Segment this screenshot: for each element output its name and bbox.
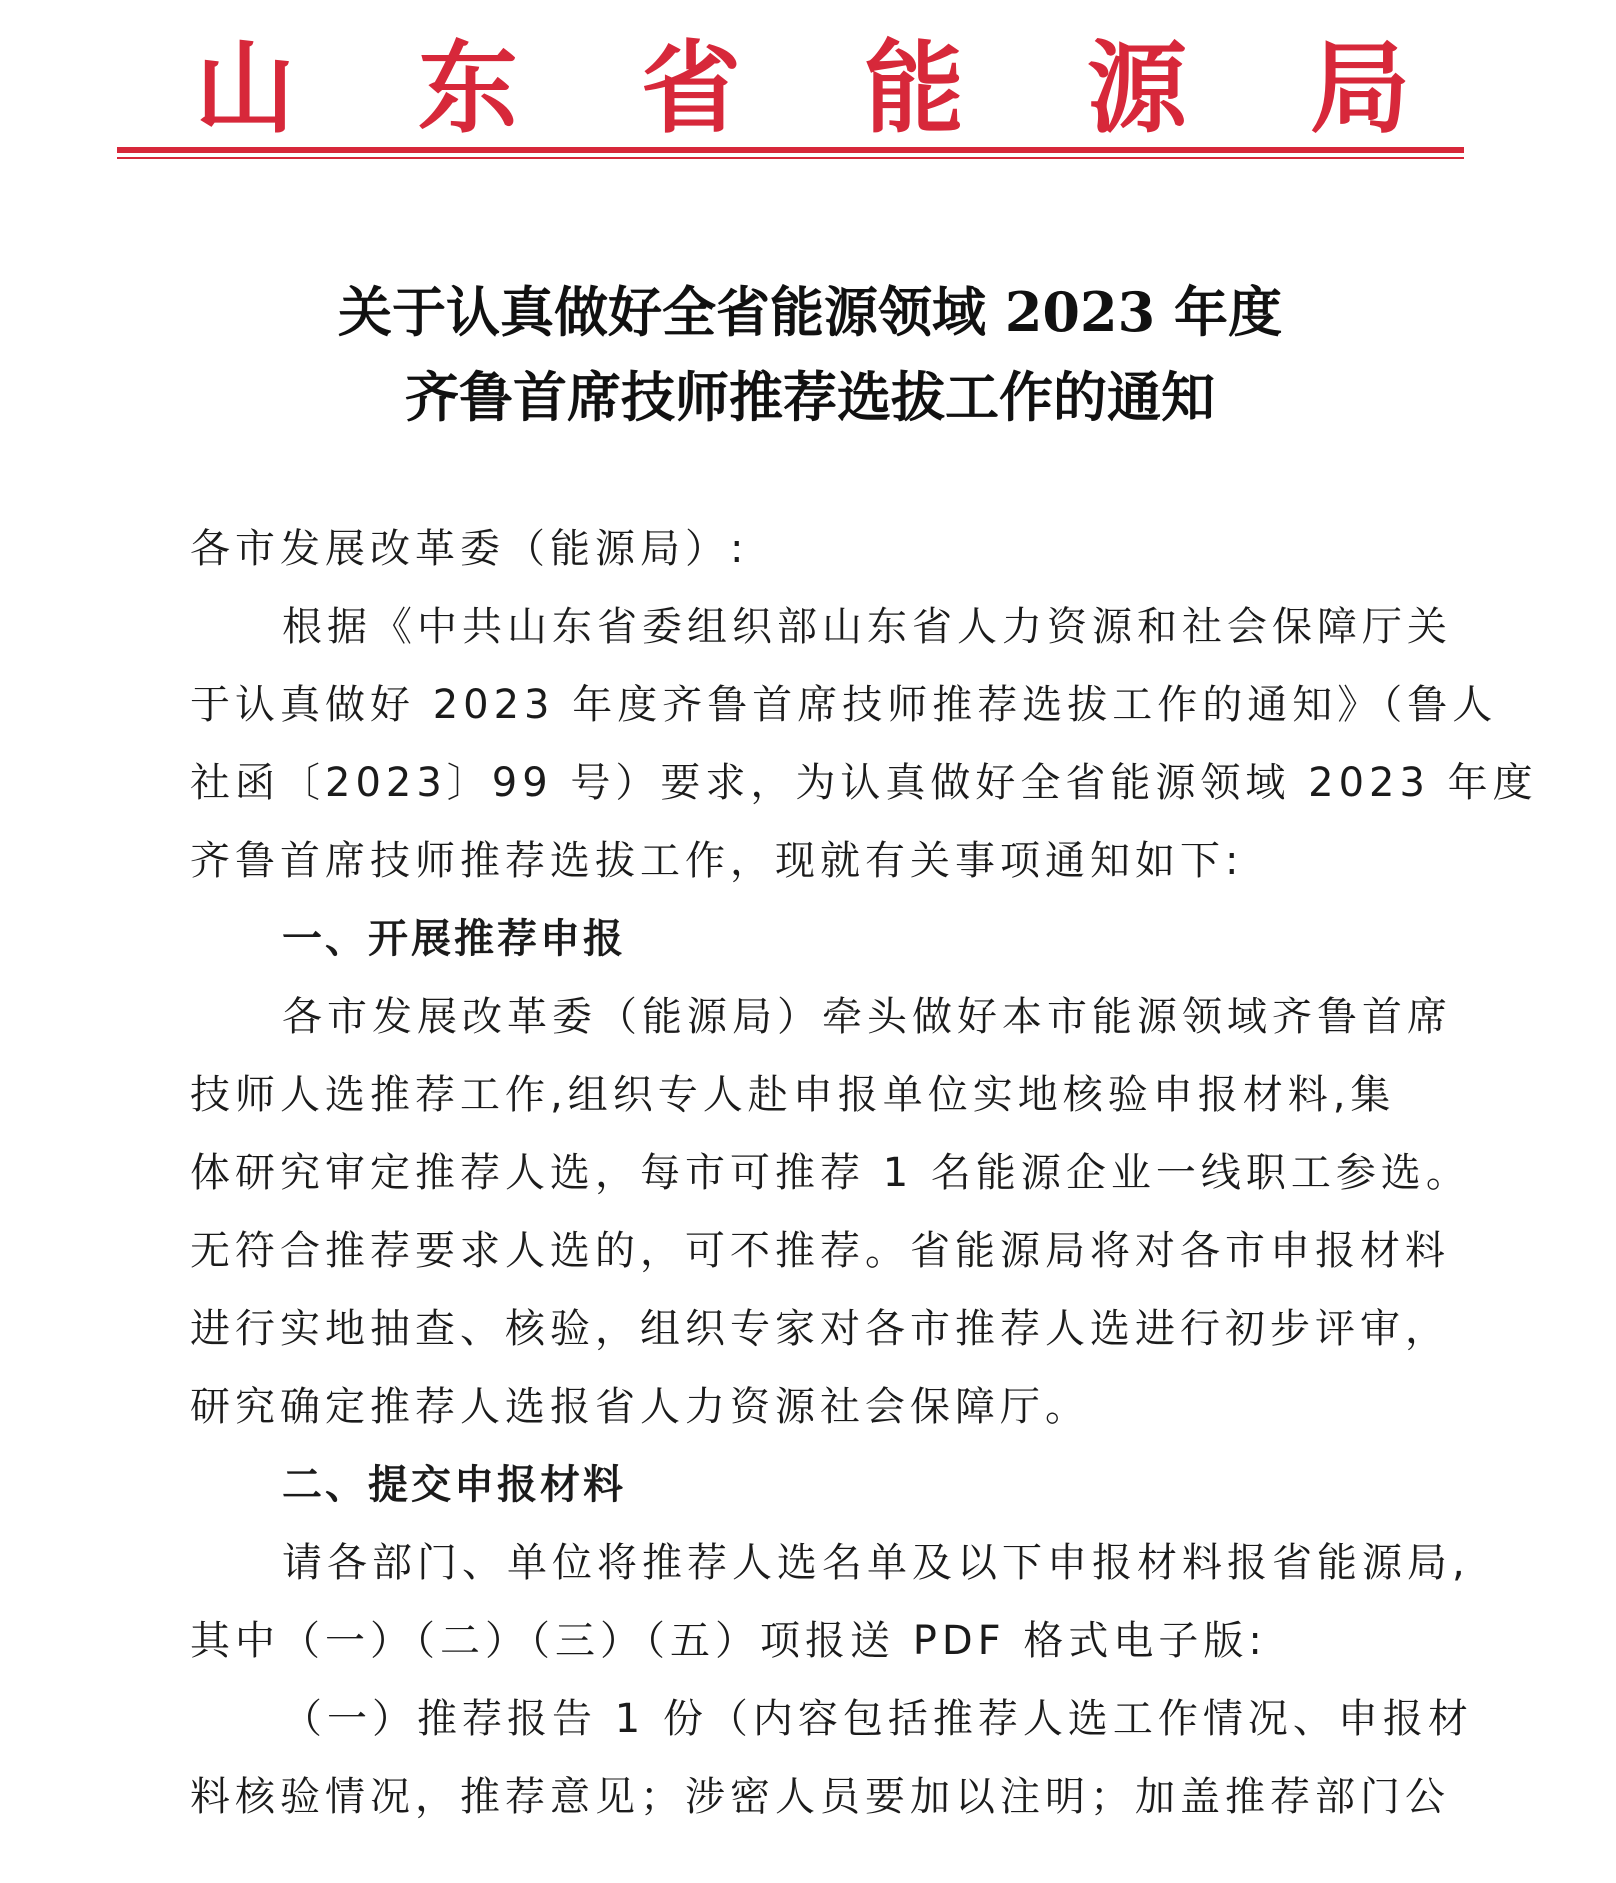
paragraph-line: 进行实地抽查、核验，组织专家对各市推荐人选进行初步评审， xyxy=(190,1306,1450,1352)
salutation: 各市发展改革委（能源局）: xyxy=(190,526,749,572)
letterhead-char: 能 xyxy=(864,29,964,147)
letterhead-char: 东 xyxy=(418,29,518,147)
section-heading-2: 二、提交申报材料 xyxy=(282,1462,626,1508)
paragraph-line: 社函〔2023〕99 号）要求，为认真做好全省能源领域 2023 年度 xyxy=(190,760,1538,806)
paragraph-line: 于认真做好 2023 年度齐鲁首席技师推荐选拔工作的通知》（鲁人 xyxy=(190,682,1498,728)
paragraph-line: 其中（一）（二）（三）（五）项报送 PDF 格式电子版: xyxy=(190,1618,1267,1664)
paragraph-line: 无符合推荐要求人选的，可不推荐。省能源局将对各市申报材料 xyxy=(190,1228,1450,1274)
letterhead xyxy=(195,29,1410,147)
letterhead-rule-thin xyxy=(117,157,1464,159)
paragraph-line: （一）推荐报告 1 份（内容包括推荐人选工作情况、申报材 xyxy=(282,1696,1473,1742)
paragraph-line: 研究确定推荐人选报省人力资源社会保障厅。 xyxy=(190,1384,1090,1430)
letterhead-char: 省 xyxy=(641,29,741,147)
paragraph-line: 齐鲁首席技师推荐选拔工作，现就有关事项通知如下: xyxy=(190,838,1244,884)
letterhead-char: 山 xyxy=(195,29,295,147)
letterhead-char: 源 xyxy=(1087,29,1187,147)
paragraph-line: 请各部门、单位将推荐人选名单及以下申报材料报省能源局, xyxy=(282,1540,1470,1586)
section-heading-1: 一、开展推荐申报 xyxy=(282,916,626,962)
paragraph-line: 各市发展改革委（能源局）牵头做好本市能源领域齐鲁首席 xyxy=(282,994,1452,1040)
title-line-2: 齐鲁首席技师推荐选拔工作的通知 xyxy=(405,365,1215,429)
letterhead-char: 局 xyxy=(1310,29,1410,147)
paragraph-line: 料核验情况，推荐意见；涉密人员要加以注明；加盖推荐部门公 xyxy=(190,1774,1450,1820)
paragraph-line: 体研究审定推荐人选，每市可推荐 1 名能源企业一线职工参选。 xyxy=(190,1150,1471,1196)
letterhead-rule-thick xyxy=(117,147,1464,153)
document-body xyxy=(190,510,1538,1836)
paragraph-line: 技师人选推荐工作,组织专人赴申报单位实地核验申报材料,集 xyxy=(190,1072,1396,1118)
title-line-1: 关于认真做好全省能源领域 2023 年度 xyxy=(338,280,1282,344)
document-title xyxy=(200,270,1420,440)
paragraph-line: 根据《中共山东省委组织部山东省人力资源和社会保障厅关 xyxy=(282,604,1452,650)
